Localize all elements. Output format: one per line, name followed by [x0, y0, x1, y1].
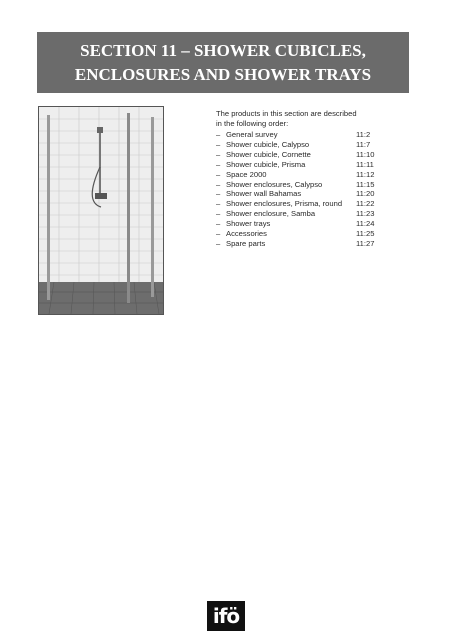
toc-dash: – [216, 159, 221, 169]
ifo-logo: ifö [207, 601, 245, 631]
toc-page: 11:20 [356, 189, 375, 199]
section-title-line-2: ENCLOSURES AND SHOWER TRAYS [74, 64, 372, 84]
toc-item [216, 229, 391, 239]
toc-item [216, 140, 391, 150]
toc-dash: – [216, 179, 221, 189]
toc-page: 11:25 [356, 229, 375, 239]
toc-dash: – [216, 169, 221, 179]
toc-item [216, 209, 391, 219]
section-header [37, 32, 409, 93]
toc-page: 11:10 [356, 149, 375, 159]
toc-dash: – [216, 189, 221, 199]
table-of-contents [216, 130, 391, 249]
toc-dash: – [216, 139, 221, 149]
toc-page: 11:7 [356, 139, 371, 149]
toc-title: Shower enclosures, Calypso [226, 179, 323, 189]
toc-dash: – [216, 209, 221, 219]
intro-text [216, 109, 406, 129]
section-title-line-1: SECTION 11 – SHOWER CUBICLES, [80, 40, 366, 60]
toc-item [216, 170, 391, 180]
toc-title: Shower cubicle, Prisma [226, 159, 306, 169]
toc-title: Space 2000 [226, 169, 267, 179]
toc-item [216, 189, 391, 199]
toc-title: Shower trays [226, 219, 271, 229]
toc-page: 11:12 [356, 169, 375, 179]
toc-dash: – [216, 219, 221, 229]
toc-title: Shower cubicle, Cornette [226, 149, 311, 159]
toc-item [216, 219, 391, 229]
toc-item [216, 239, 391, 249]
toc-dash: – [216, 238, 221, 248]
toc-item [216, 199, 391, 209]
toc-title: Spare parts [226, 238, 266, 248]
toc-item [216, 180, 391, 190]
toc-title: Shower enclosure, Samba [226, 209, 316, 219]
shower-cubicle-photo [38, 106, 164, 315]
toc-page: 11:2 [356, 130, 371, 139]
toc-page: 11:24 [356, 219, 375, 229]
toc-title: Shower enclosures, Prisma, round [226, 199, 343, 209]
toc-item [216, 160, 391, 170]
toc-dash: – [216, 199, 221, 209]
intro-line-2: in the following order: [216, 119, 289, 128]
toc-dash: – [216, 130, 221, 139]
toc-page: 11:11 [356, 159, 374, 169]
toc-item [216, 130, 391, 140]
toc-page: 11:23 [356, 209, 375, 219]
toc-page: 11:27 [356, 238, 375, 248]
toc-dash: – [216, 149, 221, 159]
toc-dash: – [216, 229, 221, 239]
toc-page: 11:15 [356, 179, 375, 189]
toc-item [216, 150, 391, 160]
toc-page: 11:22 [356, 199, 375, 209]
toc-title: Accessories [226, 229, 267, 239]
intro-line-1: The products in this section are described [216, 109, 357, 118]
toc-title: Shower wall Bahamas [226, 189, 302, 199]
toc-title: Shower cubicle, Calypso [226, 139, 310, 149]
toc-title: General survey [226, 130, 278, 139]
